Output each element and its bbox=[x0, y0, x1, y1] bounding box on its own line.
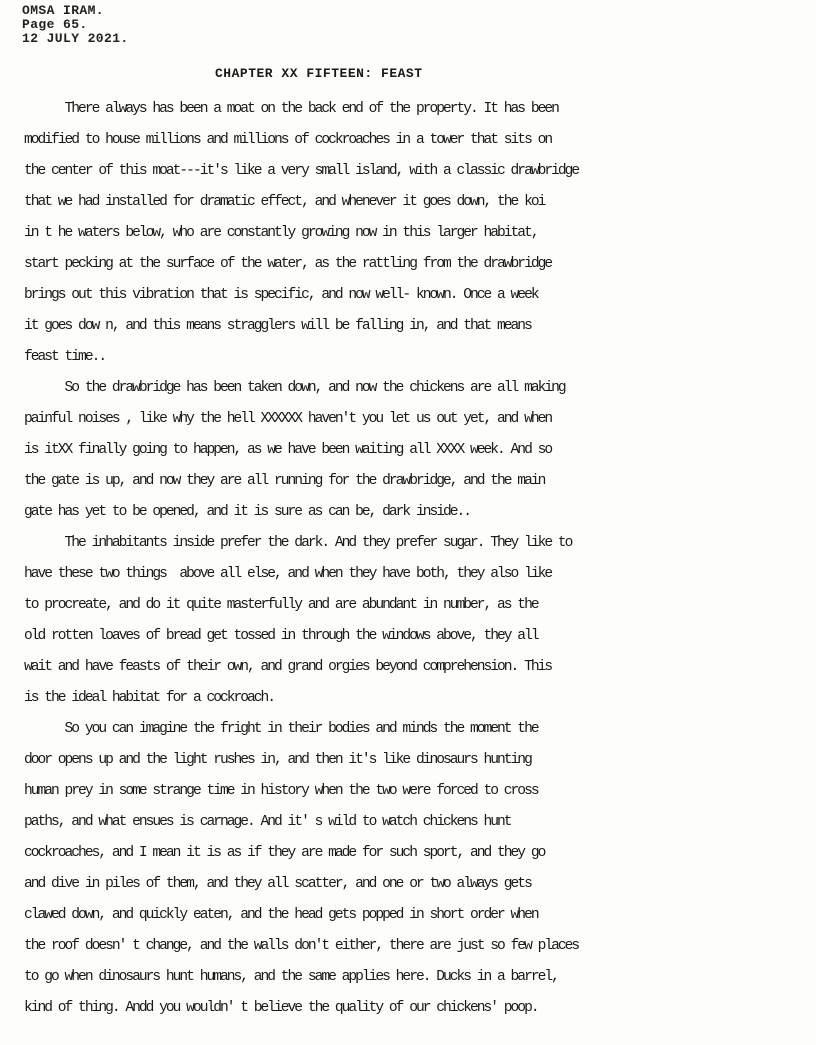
text-line: gate has yet to be opened, and it is sure as can be, dark inside.. bbox=[24, 504, 471, 520]
text-line: door opens up and the light rushes in, and then it's like dinosaurs hunting bbox=[24, 752, 531, 768]
text-line: have these two things above all else, and when they have both, they also like bbox=[24, 566, 552, 582]
author-line: OMSA IRAM. bbox=[22, 3, 105, 18]
text-line: paths, and what ensues is carnage. And it' s wild to watch chickens hunt bbox=[24, 814, 511, 830]
chapter-title: CHAPTER XX FIFTEEN: FEAST bbox=[215, 66, 423, 81]
page-header bbox=[22, 4, 129, 46]
text-line: is the ideal habitat for a cockroach. bbox=[24, 690, 275, 706]
text-line: it goes dow n, and this means stragglers will be falling in, and that means bbox=[24, 318, 531, 334]
text-line: The inhabitants inside prefer the dark. And they prefer sugar. They like to bbox=[24, 535, 572, 551]
text-line: clawed down, and quickly eaten, and the head gets popped in short order when bbox=[24, 907, 538, 923]
text-line: So the drawbridge has been taken down, and now the chickens are all making bbox=[24, 380, 565, 396]
text-line: old rotten loaves of bread get tossed in through the windows above, they all bbox=[24, 628, 538, 644]
text-line: There always has been a moat on the back end of the property. It has been bbox=[24, 101, 558, 117]
text-line: the gate is up, and now they are all running for the drawbridge, and the main bbox=[24, 473, 545, 489]
text-line: in t he waters below, who are constantly growing now in this larger habitat, bbox=[24, 225, 538, 241]
text-line: wait and have feasts of their own, and grand orgies beyond comprehension. This bbox=[24, 659, 552, 675]
text-line: cockroaches, and I mean it is as if they are made for such sport, and they go bbox=[24, 845, 545, 861]
body-text bbox=[24, 99, 816, 1029]
text-line: human prey in some strange time in history when the two were forced to cross bbox=[24, 783, 538, 799]
text-line: the center of this moat---it's like a very small island, with a classic drawbridge bbox=[24, 163, 579, 179]
text-line: brings out this vibration that is specific, and now well- known. Once a week bbox=[24, 287, 538, 303]
text-line: to procreate, and do it quite masterfully and are abundant in number, as the bbox=[24, 597, 538, 613]
text-line: So you can imagine the fright in their bodies and minds the moment the bbox=[24, 721, 538, 737]
text-line: kind of thing. Andd you wouldn' t believe the quality of our chickens' poop. bbox=[24, 1000, 538, 1016]
text-line: feast time.. bbox=[24, 349, 106, 365]
text-line: to go when dinosaurs hunt humans, and the same applies here. Ducks in a barrel, bbox=[24, 969, 558, 985]
text-line: the roof doesn' t change, and the walls don't either, there are just so few places bbox=[24, 938, 579, 954]
text-line: and dive in piles of them, and they all scatter, and one or two always gets bbox=[24, 876, 531, 892]
text-line: painful noises , like why the hell XXXXXX haven't you let us out yet, and when bbox=[24, 411, 552, 427]
text-line: start pecking at the surface of the water, as the rattling from the drawbridge bbox=[24, 256, 552, 272]
page-number: Page 65. bbox=[22, 17, 88, 32]
text-line: that we had installed for dramatic effect, and whenever it goes down, the koi bbox=[24, 194, 545, 210]
date-line: 12 JULY 2021. bbox=[22, 31, 129, 46]
text-line: is itXX finally going to happen, as we have been waiting all XXXX week. And so bbox=[24, 442, 552, 458]
text-line: modified to house millions and millions of cockroaches in a tower that sits on bbox=[24, 132, 552, 148]
